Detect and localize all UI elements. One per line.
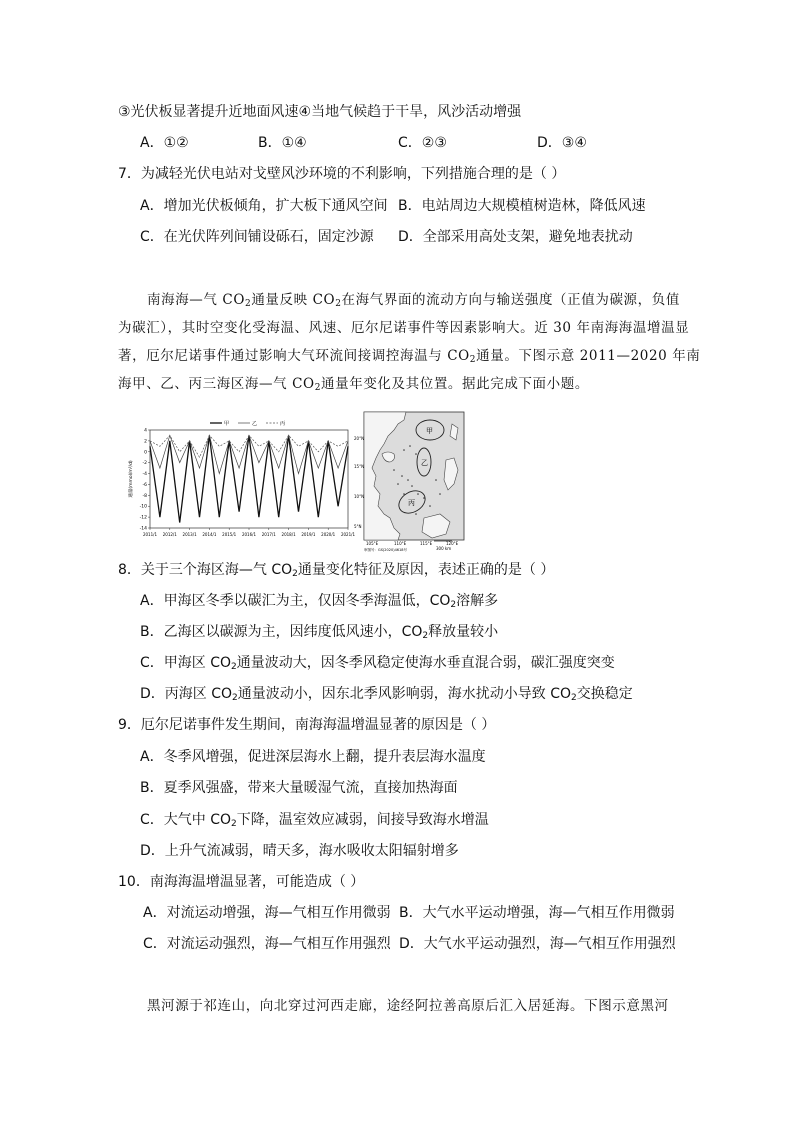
- passage-line-3: 著，厄尔尼诺事件通过影响大气环流间接调控海温与 $CO_2$通量。下图示意 2011—2020 年南: [118, 348, 701, 365]
- y-tick-label: 2: [144, 439, 147, 445]
- y-tick-label: 0: [144, 450, 147, 456]
- chart-legend: [210, 420, 285, 427]
- island-dot: [439, 493, 441, 495]
- q8-option-c: C．甲海区 $CO_2$通量波动大，因冬季风稳定使海水垂直混合弱，碳汇强度突变: [140, 655, 615, 672]
- q10-option-b: B．大气水平运动增强，海—气相互作用微弱: [399, 905, 675, 921]
- passage-line-1: 南海海—气 $CO_2$通量反映 $CO_2$在海气界面的流动方向与输送强度（正值为碳源，负值: [147, 292, 680, 309]
- y-tick-label: 4: [144, 428, 147, 434]
- q6-option-c: C．②③: [398, 135, 447, 151]
- lon-label-120: 120°E: [446, 541, 459, 546]
- y-tick-label: -4: [142, 472, 147, 478]
- q10-stem: 10．南海海温增温显著，可能造成（ ）: [118, 874, 365, 890]
- island-dot: [417, 493, 419, 495]
- island-dot: [415, 453, 417, 455]
- x-tick-label: 2011/1: [142, 532, 158, 537]
- co2-flux-line-chart: [126, 416, 356, 542]
- q7-option-b: B．电站周边大规模植树造林，降低风速: [398, 198, 646, 214]
- x-tick-label: 2017/1: [261, 532, 276, 537]
- passage-line-4: 海甲、乙、丙三海区海—气 $CO_2$通量年变化及其位置。据此完成下面小题。: [118, 376, 589, 393]
- x-tick-label: 2014/1: [202, 532, 217, 537]
- q7-option-a: A．增加光伏板倾角，扩大板下通风空间: [140, 198, 388, 214]
- x-tick-label: 2018/1: [281, 532, 296, 537]
- x-tick-label: 2012/1: [162, 532, 177, 537]
- passage-line-2: 为碳汇），其时空变化受海温、风速、厄尔尼诺事件等因素影响大。近 30 年南海海温增温显: [118, 320, 690, 336]
- q8-option-d: D．丙海区 $CO_2$通量波动小，因东北季风影响弱，海水扰动小导致 $CO_2$交换稳定: [140, 686, 633, 703]
- q9-option-c: C．大气中 $CO_2$下降，温室效应减弱，间接导致海水增温: [140, 812, 489, 829]
- q10-option-c: C．对流运动强烈，海—气相互作用强烈: [143, 936, 391, 952]
- island-dot: [423, 497, 425, 499]
- x-tick-label: 2021/1: [340, 532, 356, 537]
- q8-option-a: A．甲海区冬季以碳汇为主，仅因冬季海温低，$CO_2$溶解多: [140, 593, 499, 610]
- passage2-line-1: 黑河源于祁连山，向北穿过河西走廊，途经阿拉善高原后汇入居延海。下图示意黑河: [147, 998, 669, 1014]
- q6-option-b: B．①④: [258, 135, 307, 151]
- q10-option-d: D．大气水平运动强烈，海—气相互作用强烈: [399, 936, 676, 952]
- legend-label-3: 丙: [280, 421, 286, 427]
- y-tick-label: -6: [142, 482, 147, 488]
- lon-label-110: 110°E: [394, 541, 407, 546]
- q10-option-a: A．对流运动增强，海—气相互作用微弱: [143, 905, 391, 921]
- scale-label: 300 km: [436, 546, 452, 551]
- zone-jia-label: 甲: [426, 427, 433, 435]
- q9-option-a: A．冬季风增强，促进深层海水上翻，提升表层海水温度: [140, 749, 486, 765]
- legend-label-2: 乙: [252, 421, 258, 427]
- q6-continuation: ③光伏板显著提升近地面风速④当地气候趋于干旱，风沙活动增强: [118, 104, 522, 120]
- y-tick-label: -10: [139, 504, 147, 510]
- south-china-sea-map: [354, 410, 466, 552]
- zone-yi-label: 乙: [421, 459, 428, 467]
- series-line-1: [150, 435, 348, 522]
- lat-label-10: 10°N: [354, 494, 365, 499]
- y-axis-label: 通量(mmol/m²/d): [129, 460, 134, 498]
- chart-axes: [127, 428, 355, 538]
- lat-label-5: 5°N: [354, 524, 362, 529]
- q8-option-b: B．乙海区以碳源为主，因纬度低风速小，$CO_2$释放量较小: [140, 624, 499, 641]
- x-tick-label: 2016/1: [241, 532, 257, 537]
- island-dot: [401, 475, 403, 477]
- y-tick-label: -8: [142, 493, 147, 499]
- q9-option-b: B．夏季风强盛，带来大量暖湿气流，直接加热海面: [140, 780, 458, 796]
- island-dot: [393, 469, 395, 471]
- x-tick-label: 2015/1: [222, 532, 237, 537]
- series-line-2: [150, 435, 348, 473]
- q6-option-d: D．③④: [537, 135, 587, 151]
- lat-label-20: 20°N: [354, 436, 365, 441]
- zone-bing-label: 丙: [408, 499, 415, 507]
- q7-option-d: D．全部采用高处支架，避免地表扰动: [398, 229, 633, 245]
- island-dot: [411, 485, 413, 487]
- island-dot: [429, 505, 431, 507]
- lon-label-115: 115°E: [420, 541, 433, 546]
- chart-series: [150, 435, 348, 522]
- q9-option-d: D．上升气流减弱，晴天多，海水吸收太阳辐射增多: [140, 843, 459, 859]
- q7-stem: 7．为减轻光伏电站对戈壁风沙环境的不利影响，下列措施合理的是（ ）: [118, 166, 566, 182]
- q9-stem: 9．厄尔尼诺事件发生期间，南海海温增温显著的原因是（ ）: [118, 717, 496, 733]
- island-dot: [407, 479, 409, 481]
- q6-option-a: A．①②: [140, 135, 189, 151]
- x-tick-label: 2013/1: [182, 532, 197, 537]
- map-credit: 审图号：GS(2020)4618号: [364, 548, 407, 552]
- island-dot: [409, 445, 411, 447]
- island-dot: [397, 483, 399, 485]
- lon-label-105: 105°E: [366, 541, 379, 546]
- y-tick-label: -2: [142, 461, 147, 467]
- lat-label-15: 15°N: [354, 464, 365, 469]
- island-dot: [403, 493, 405, 495]
- legend-label-1: 甲: [224, 421, 230, 427]
- x-tick-label: 2019/1: [301, 532, 316, 537]
- island-dot: [403, 449, 405, 451]
- island-dot: [415, 513, 417, 515]
- x-tick-label: 2020/1: [321, 532, 336, 537]
- island-dot: [435, 479, 437, 481]
- y-tick-label: -14: [139, 526, 147, 532]
- q7-option-c: C．在光伏阵列间铺设砾石，固定沙源: [140, 229, 374, 245]
- q8-stem: 8．关于三个海区海—气 $CO_2$通量变化特征及原因，表述正确的是（ ）: [118, 562, 555, 579]
- y-tick-label: -12: [139, 515, 147, 521]
